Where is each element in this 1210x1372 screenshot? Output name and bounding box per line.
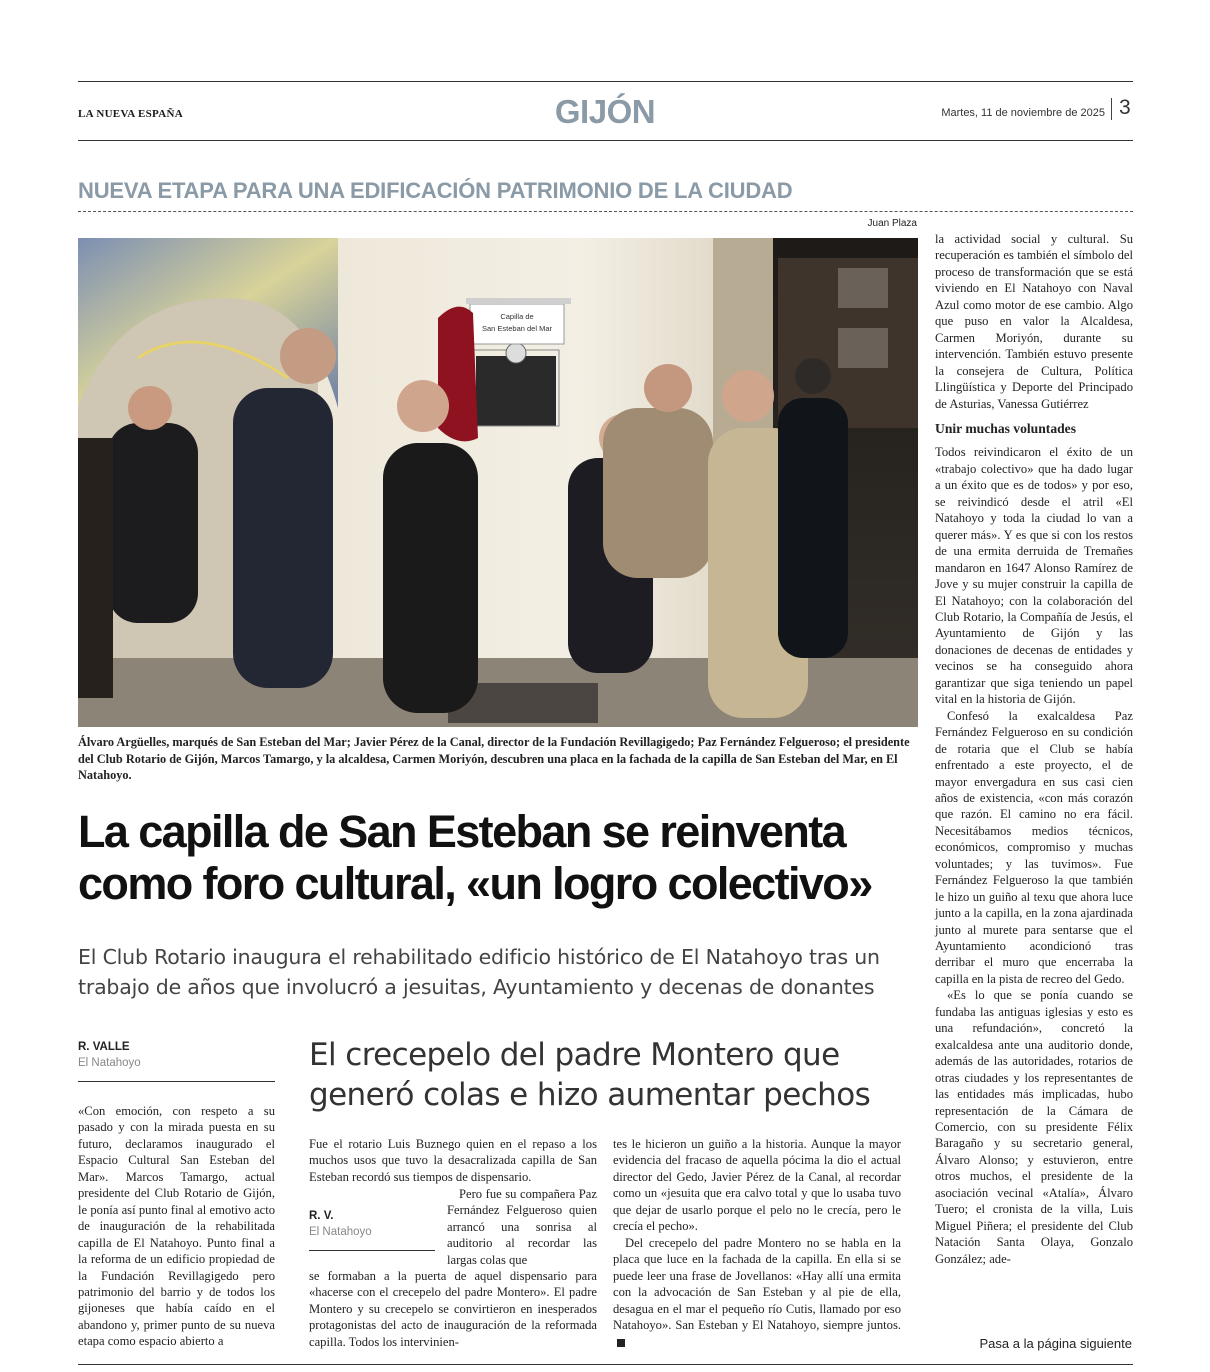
sidebar-column-2 <box>613 1136 901 1350</box>
page-number: 3 <box>1119 96 1131 119</box>
byline-rule <box>78 1081 275 1082</box>
byline-location: El Natahoyo <box>78 1057 141 1069</box>
article-paragraph: Todos reivindicaron el éxito de un «trabajo colectivo» que ha dado lugar a un éxito que es de todos» y por eso, se reivindicó desde el atril «El Natahoyo y toda la ciudad lo van a querer más». Y es que si con los restos de una ermita derruida de Tremañes mandaron en 1647 Alonso Ramírez de Jove y su mujer construir la capilla de El Natahoyo; con la colaboración del Club Rotario, la Compañía de Jesús, el Ayuntamiento de Gijón y las donaciones de decenas de entidades y vecinos se ha conseguido ahora garantizar que siga teniendo un papel vital en la historia de Gijón. <box>935 445 1133 707</box>
page-number-separator <box>1111 98 1112 120</box>
sidebar-paragraph: tes le hicieron un guiño a la historia. Aunque la mayor evidencia del fracaso de aquella pócima la dio el actual director del Gedo, Javier Pérez de la Canal, al recordar como un «jesuita que era calvo total y que lo usaba tuvo que dejar de usarlo porque el pelo no le crecía, pero le crecía el pecho». <box>613 1137 901 1234</box>
plaque-text-line1: Capilla de <box>500 312 534 321</box>
sidebar-byline-author: R. V. <box>309 1210 334 1222</box>
kicker: NUEVA ETAPA PARA UNA EDIFICACIÓN PATRIMONIO DE LA CIUDAD <box>78 178 793 203</box>
sidebar-column-bottom <box>309 1268 597 1350</box>
headline <box>78 806 928 910</box>
sidebar-paragraph: Pero fue su compañera Paz Fernández Felgueroso quien arrancó una sonrisa al auditorio al recordar las largas colas que <box>447 1187 597 1267</box>
sidebar-paragraph: se formaban a la puerta de aquel dispensario para «hacerse con el crecepelo del padre Montero». El padre Montero y su crecepelo se convirtieron en inesperados protagonistas del acto de inauguración de la reformada capilla. Todos los intervinien- <box>309 1269 597 1349</box>
sidebar-byline-rule <box>309 1250 435 1251</box>
newspaper-name: LA NUEVA ESPAÑA <box>78 108 183 120</box>
news-photo <box>78 238 918 727</box>
photo-credit: Juan Plaza <box>867 218 917 229</box>
headline-line-1: La capilla de San Esteban se reinventa <box>78 806 846 857</box>
article-column-1 <box>78 1103 275 1350</box>
article-paragraph: «Es lo que se ponía cuando se fundaba las antiguas iglesias y esto es una refundación», concretó la exalcaldesa ante una auditorio donde, además de las autoridades, rotarios de otras ciudades y los representantes de las entidades más implicadas, hubo representación de la Cámara de Comercio, con su presidente Félix Baragaño y su secretario general, Álvaro Alonso; y estuvieron, entre otros muchos, el presidente de la asociación vecinal «Atalía», Álvaro Tuero; el cronista de la villa, Luis Miguel Piñera; el presidente del Club Natación Santa Olaya, Gonzalo González; ade- <box>935 988 1133 1266</box>
header-bottom-rule <box>78 140 1133 141</box>
end-of-story-mark <box>617 1339 625 1347</box>
sidebar-paragraph: Fue el rotario Luis Buznego quien en el repaso a los muchos usos que tuvo la desacralizada capilla de San Esteban recordó sus tiempos de dispensario. <box>309 1137 597 1184</box>
byline-author: R. VALLE <box>78 1041 130 1053</box>
article-paragraph: Confesó la exalcaldesa Paz Fernández Felgueroso en su condición de rotaria que el Club se había enfrentado a este proyecto, el de mayor envergadura en sus casi cien años de existencia, «con más corazón que razón. El camino no era fácil. Necesitábamos medios técnicos, económicos, compromiso y muchas voluntades; y las tuvimos». Fue Fernández Felgueroso la que también le hizo un guiño al texu que ahora luce junto a la capilla, en la zona ajardinada junto al murete para sentarse que el Ayuntamiento acondicionó tras derribar el muro que encerraba la capilla en la pista de recreo del Gedo. <box>935 708 1133 986</box>
deck: El Club Rotario inaugura el rehabilitado edificio histórico de El Natahoyo tras un trabajo de años que involucró a jesuitas, Ayuntamiento y decenas de donantes <box>78 945 880 999</box>
plaque-text-line2: San Esteban del Mar <box>481 324 553 333</box>
sidebar-column-top <box>309 1136 597 1185</box>
photo-caption: Álvaro Argüelles, marqués de San Esteban del Mar; Javier Pérez de la Canal, director de la Fundación Revillagigedo; Paz Fernández Felgueroso; el presidente del Club Rotario de Gijón, Marcos Tamargo, y la alcaldesa, Carmen Moriyón, descubren una placa en la fachada de la capilla de San Esteban del Mar, en El Natahoyo. <box>78 735 910 782</box>
headline-line-2: como foro cultural, «un logro colectivo» <box>78 858 872 909</box>
sidebar-paragraph-last <box>613 1235 901 1350</box>
sidebar-headline-line-1: El crecepelo del padre Montero que <box>309 1037 840 1073</box>
section-title: GIJÓN <box>554 93 656 130</box>
sidebar-headline-line-2: generó colas e hizo aumentar pechos <box>309 1077 871 1113</box>
sidebar-column-wrap <box>447 1186 597 1268</box>
article-paragraph: «Con emoción, con respeto a su pasado y con la mirada puesta en su futuro, declaramos inaugurado el Espacio Cultural San Esteban del Mar». Marcos Tamargo, actual presidente del Club Rotario de Gijón, le ponía así punto final al emotivo acto de inauguración de la rehabilitada capilla de El Natahoyo. Punto final a la reforma de un edificio propiedad de la Fundación Revillagigedo pero patrimonio del barrio y de todos los gijoneses que había caído en el abandono y, primer punto de su nueva etapa como espacio abierto a <box>78 1104 275 1349</box>
article-paragraph: la actividad social y cultural. Su recuperación es también el símbolo del proceso de transformación que se está viviendo en El Natahoyo con Naval Azul como motor de ese cambio. Algo que puso en valor la Alcaldesa, Carmen Moriyón, durante su intervención. También estuvo presente la consejera de Cultura, Política Llingüística y Deporte del Principado de Asturias, Vanessa Gutiérrez <box>935 232 1133 411</box>
continued-on-next-page: Pasa a la página siguiente <box>979 1336 1132 1351</box>
sidebar-byline-location: El Natahoyo <box>309 1226 372 1238</box>
kicker-dashed-rule <box>78 211 1133 212</box>
top-rule <box>78 81 1133 82</box>
intertitle: Unir muchas voluntades <box>935 420 1077 436</box>
issue-date: Martes, 11 de noviembre de 2025 <box>941 107 1105 119</box>
article-column-right <box>935 231 1133 1267</box>
sidebar-headline <box>309 1035 919 1115</box>
sidebar-paragraph-text: Del crecepelo del padre Montero no se habla en la placa que luce en la fachada de la capilla. En ella si se puede leer una frase de Jovellanos: «Hay allí una ermita con la advocación de San Esteban y al pie de ella, desagua en el mar el pequeño río Cutis, llamado por eso Natahoyo». San Esteban y El Natahoyo, siempre juntos. <box>613 1235 901 1332</box>
bottom-rule <box>78 1364 1133 1365</box>
